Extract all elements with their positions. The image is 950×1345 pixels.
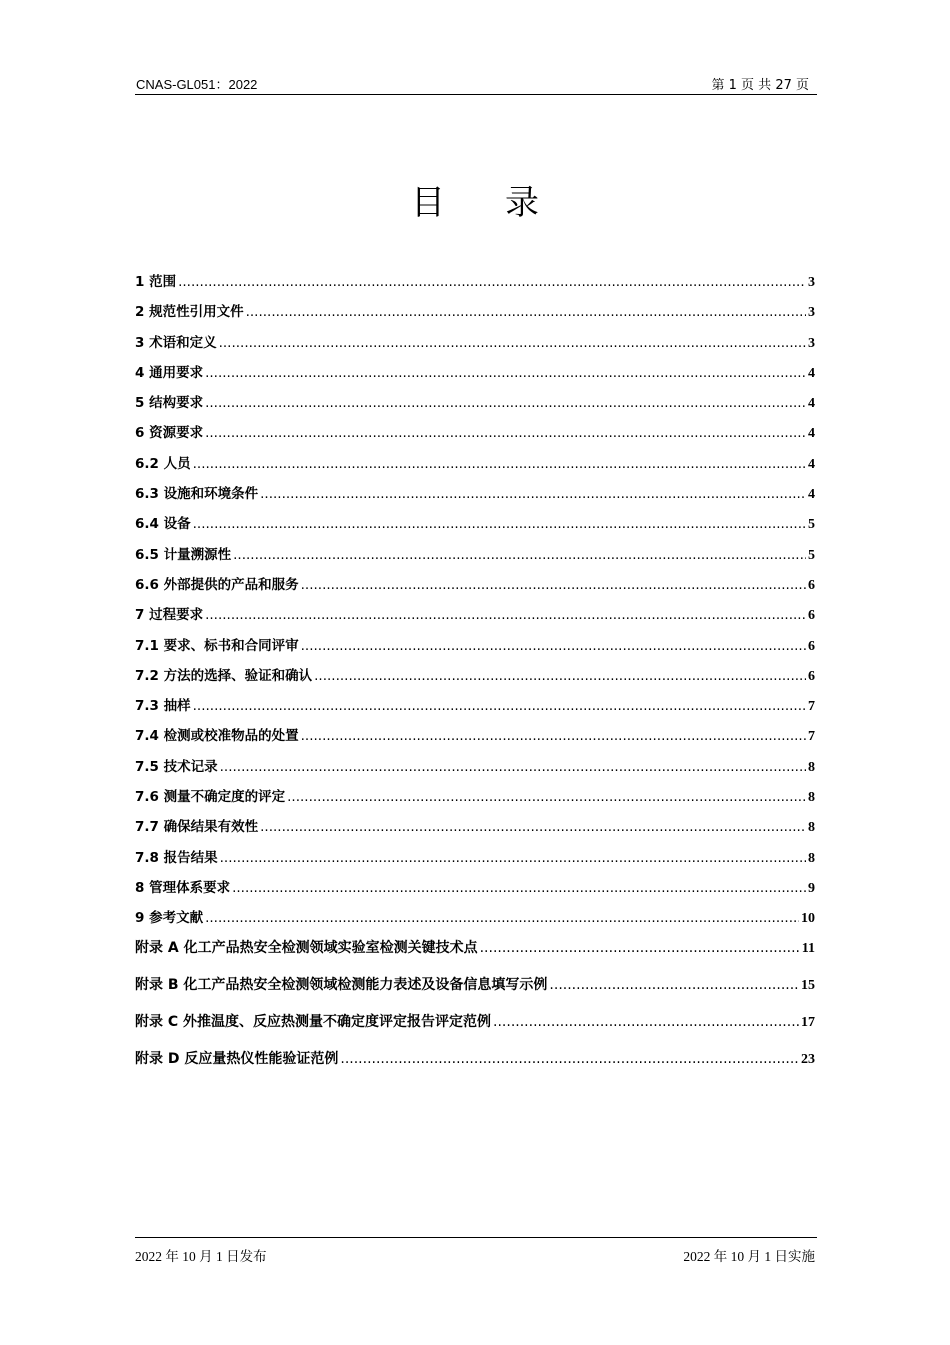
toc-entry-page: 8 bbox=[808, 759, 815, 775]
dot-leader bbox=[233, 547, 806, 563]
toc-entry-label: 6.2 人员 bbox=[135, 455, 191, 472]
dot-leader bbox=[301, 638, 806, 654]
toc-entry-page: 9 bbox=[808, 880, 815, 896]
toc-entry-page: 4 bbox=[808, 456, 815, 472]
dot-leader bbox=[205, 910, 799, 926]
toc-appendix-entry[interactable] bbox=[135, 974, 815, 1011]
toc-entry-page: 4 bbox=[808, 426, 815, 442]
toc-entry-page: 17 bbox=[801, 1015, 815, 1031]
toc-entry-page: 6 bbox=[808, 577, 815, 593]
dot-leader bbox=[205, 365, 806, 381]
toc-entry[interactable] bbox=[135, 512, 815, 542]
toc-entry[interactable] bbox=[135, 603, 815, 633]
toc-entry-page: 6 bbox=[808, 608, 815, 624]
toc-entry-label: 8 管理体系要求 bbox=[135, 879, 231, 896]
toc-entry-page: 3 bbox=[808, 305, 815, 321]
toc-entry-label: 7.4 检测或校准物品的处置 bbox=[135, 728, 299, 745]
toc-entry[interactable] bbox=[135, 452, 815, 482]
dot-leader bbox=[220, 759, 806, 775]
toc-entry-page: 8 bbox=[808, 850, 815, 866]
toc-entry-label: 附录 C 外推温度、反应热测量不确定度评定报告评定范例 bbox=[135, 1014, 492, 1031]
toc-entry-page: 8 bbox=[808, 820, 815, 836]
toc-entry-label: 7.2 方法的选择、验证和确认 bbox=[135, 667, 313, 684]
toc-entry[interactable] bbox=[135, 300, 815, 330]
toc-entry-label: 7.5 技术记录 bbox=[135, 758, 218, 775]
toc-entry-label: 附录 A 化工产品热安全检测领域实验室检测关键技术点 bbox=[135, 939, 478, 956]
toc-entry[interactable] bbox=[135, 543, 815, 573]
toc-entry[interactable] bbox=[135, 755, 815, 785]
toc-entry-label: 6.6 外部提供的产品和服务 bbox=[135, 576, 299, 593]
dot-leader bbox=[549, 977, 799, 993]
toc-entry[interactable] bbox=[135, 664, 815, 694]
toc-entry-page: 6 bbox=[808, 638, 815, 654]
toc-entry-label: 7.8 报告结果 bbox=[135, 849, 218, 866]
toc-entry-label: 6.4 设备 bbox=[135, 516, 191, 533]
toc-entry-label: 附录 D 反应量热仪性能验证范例 bbox=[135, 1051, 339, 1068]
toc-entry-page: 4 bbox=[808, 487, 815, 503]
toc-appendix-entry[interactable] bbox=[135, 1048, 815, 1085]
toc-entry-label: 6.3 设施和环境条件 bbox=[135, 486, 259, 503]
dot-leader bbox=[314, 668, 806, 684]
toc-entry[interactable] bbox=[135, 361, 815, 391]
toc-entry[interactable] bbox=[135, 573, 815, 603]
toc-entry-page: 3 bbox=[808, 335, 815, 351]
toc-entry-label: 2 规范性引用文件 bbox=[135, 304, 244, 321]
table-of-contents bbox=[135, 270, 815, 1086]
toc-appendix-entry[interactable] bbox=[135, 1011, 815, 1048]
implementation-date: 2022 年 10 月 1 日实施 bbox=[683, 1249, 815, 1264]
dot-leader bbox=[301, 728, 806, 744]
toc-entry-page: 3 bbox=[808, 275, 815, 290]
dot-leader bbox=[219, 335, 806, 351]
dot-leader bbox=[220, 850, 806, 866]
dot-leader bbox=[493, 1014, 799, 1030]
toc-entry-label: 7.3 抽样 bbox=[135, 698, 191, 715]
toc-entry[interactable] bbox=[135, 906, 815, 936]
page-number-info: 第 1 页 共 27 页 bbox=[711, 78, 809, 93]
toc-entry-label: 1 范围 bbox=[135, 274, 177, 290]
toc-entry[interactable] bbox=[135, 270, 815, 300]
page-footer bbox=[135, 1237, 817, 1264]
dot-leader bbox=[260, 486, 806, 502]
toc-entry-label: 6.5 计量溯源性 bbox=[135, 546, 232, 563]
toc-entry-label: 附录 B 化工产品热安全检测领域检测能力表述及设备信息填写示例 bbox=[135, 976, 548, 993]
toc-entry-page: 4 bbox=[808, 365, 815, 381]
toc-entry[interactable] bbox=[135, 694, 815, 724]
toc-entry-label: 9 参考文献 bbox=[135, 910, 204, 927]
toc-entry-page: 23 bbox=[801, 1052, 815, 1068]
toc-entry[interactable] bbox=[135, 634, 815, 664]
dot-leader bbox=[193, 456, 806, 472]
page-title: 目录 bbox=[411, 183, 599, 223]
publish-date: 2022 年 10 月 1 日发布 bbox=[135, 1249, 267, 1264]
dot-leader bbox=[232, 880, 806, 896]
toc-entry[interactable] bbox=[135, 815, 815, 845]
toc-entry[interactable] bbox=[135, 421, 815, 451]
toc-entry-page: 8 bbox=[808, 790, 815, 806]
dot-leader bbox=[287, 789, 806, 805]
toc-entry[interactable] bbox=[135, 785, 815, 815]
dot-leader bbox=[193, 698, 806, 714]
toc-entry-page: 5 bbox=[808, 547, 815, 563]
toc-entry-label: 5 结构要求 bbox=[135, 395, 204, 412]
toc-entry-page: 7 bbox=[808, 729, 815, 745]
dot-leader bbox=[193, 516, 806, 532]
dot-leader bbox=[178, 274, 806, 290]
toc-entry-label: 7.1 要求、标书和合同评审 bbox=[135, 637, 299, 654]
toc-entry-label: 4 通用要求 bbox=[135, 364, 204, 381]
dot-leader bbox=[301, 577, 806, 593]
dot-leader bbox=[205, 395, 806, 411]
toc-entry[interactable] bbox=[135, 876, 815, 906]
toc-entry-label: 6 资源要求 bbox=[135, 425, 204, 442]
dot-leader bbox=[205, 425, 806, 441]
toc-entry-page: 11 bbox=[801, 940, 815, 956]
dot-leader bbox=[205, 607, 806, 623]
document-code: CNAS-GL051：2022 bbox=[136, 77, 258, 92]
toc-entry-page: 7 bbox=[808, 699, 815, 715]
toc-entry-page: 4 bbox=[808, 396, 815, 412]
toc-entry-page: 6 bbox=[808, 668, 815, 684]
page-header bbox=[135, 72, 817, 95]
dot-leader bbox=[260, 819, 806, 835]
dot-leader bbox=[340, 1051, 799, 1067]
toc-entry[interactable] bbox=[135, 724, 815, 754]
toc-entry[interactable] bbox=[135, 846, 815, 876]
toc-entry-page: 5 bbox=[808, 517, 815, 533]
toc-appendix-entry[interactable] bbox=[135, 937, 815, 974]
toc-entry-page: 15 bbox=[801, 977, 815, 993]
toc-entry[interactable] bbox=[135, 391, 815, 421]
toc-entry-label: 7.6 测量不确定度的评定 bbox=[135, 789, 286, 806]
toc-entry-page: 10 bbox=[801, 911, 815, 927]
dot-leader bbox=[480, 940, 800, 956]
toc-entry-label: 3 术语和定义 bbox=[135, 334, 217, 351]
toc-entry-label: 7 过程要求 bbox=[135, 607, 204, 624]
toc-entry[interactable] bbox=[135, 331, 815, 361]
dot-leader bbox=[246, 304, 806, 320]
toc-entry[interactable] bbox=[135, 482, 815, 512]
toc-entry-label: 7.7 确保结果有效性 bbox=[135, 819, 259, 836]
